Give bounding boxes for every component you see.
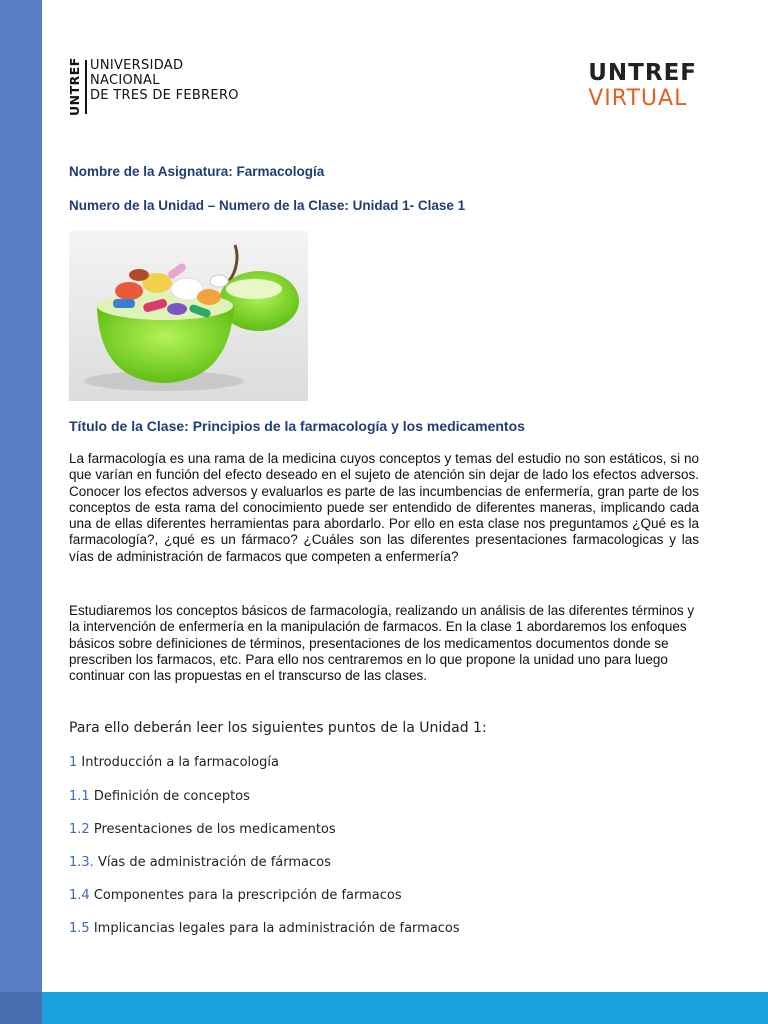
list-item-number: 1.3. bbox=[69, 855, 94, 870]
list-item-number: 1.5 bbox=[69, 921, 90, 936]
list-item-text: Presentaciones de los medicamentos bbox=[93, 822, 336, 837]
list-item-text: Implicancias legales para la administración de farmacos bbox=[93, 921, 460, 936]
university-logo-lines bbox=[90, 58, 239, 103]
sidebar-bottom-block bbox=[0, 992, 42, 1024]
intro-paragraph: La farmacología es una rama de la medicina cuyos conceptos y temas del estudio no son estáticos, si no que varían en función del efecto deseado en el sujeto de atención sin dejar de lado los efectos adversos. Conocer los efectos adversos y evaluarlos es parte de las incumbencias de enfermería, gran parte de los conceptos de esta rama del conocimiento puede ser entendido de diferentes maneras, implicando cada una de ellas diferentes herramientas para abordarlo. Por ello en esta clase nos preguntamos ¿Qué es la farmacología?, ¿qué es un fármaco? ¿Cuáles son las diferentes presentaciones farmacologicas y las vías de administración de farmacos que competen a enfermería? bbox=[69, 451, 699, 564]
list-item-number: 1.1 bbox=[69, 789, 90, 804]
class-title-heading: Título de la Clase: Principios de la farmacología y los medicamentos bbox=[69, 418, 525, 434]
list-item bbox=[69, 789, 250, 804]
list-item bbox=[69, 855, 331, 870]
bottom-footer-band bbox=[42, 992, 768, 1024]
list-item-text: Componentes para la prescripción de farmacos bbox=[93, 888, 402, 903]
list-item-text: Vías de administración de fármacos bbox=[97, 855, 331, 870]
untref-virtual-logo-bottom: VIRTUAL bbox=[588, 86, 688, 111]
left-sidebar-band bbox=[0, 0, 42, 1024]
list-item-text: Definición de conceptos bbox=[93, 789, 250, 804]
unit-heading: Numero de la Unidad – Numero de la Clase: Unidad 1- Clase 1 bbox=[69, 198, 466, 213]
university-logo-vertical-text: UNTREF bbox=[67, 57, 82, 116]
university-logo-line: NACIONAL bbox=[90, 73, 160, 88]
subject-heading: Nombre de la Asignatura: Farmacología bbox=[69, 164, 325, 179]
list-item-number: 1.4 bbox=[69, 888, 90, 903]
study-paragraph: Estudiaremos los conceptos básicos de farmacología, realizando un análisis de las diferentes términos y la intervención de enfermería en la manipulación de farmacos. En la clase 1 abordaremos los enfoques básicos sobre definiciones de términos, presentaciones de los medicamentos documentos donde se prescriben los farmacos, etc. Para ello nos centraremos en lo que propone la unidad uno para luego continuar con las propuestas en el transcurso de las clases. bbox=[69, 603, 695, 684]
list-item bbox=[69, 822, 336, 837]
list-item-text: Introducción a la farmacología bbox=[81, 755, 279, 770]
university-logo-line: UNIVERSIDAD bbox=[90, 58, 184, 73]
reading-intro: Para ello deberán leer los siguientes puntos de la Unidad 1: bbox=[69, 720, 487, 736]
untref-virtual-logo bbox=[588, 60, 697, 112]
list-item bbox=[69, 921, 460, 936]
untref-virtual-logo-top: UNTREF bbox=[588, 60, 697, 86]
list-item-number: 1.2 bbox=[69, 822, 90, 837]
university-logo-divider bbox=[85, 60, 87, 114]
university-logo-line: DE TRES DE FEBRERO bbox=[90, 88, 239, 103]
university-logo bbox=[68, 58, 268, 116]
list-item-number: 1 bbox=[69, 755, 78, 770]
list-item bbox=[69, 888, 402, 903]
pills-in-apple-image bbox=[69, 231, 308, 401]
list-item bbox=[69, 755, 279, 770]
